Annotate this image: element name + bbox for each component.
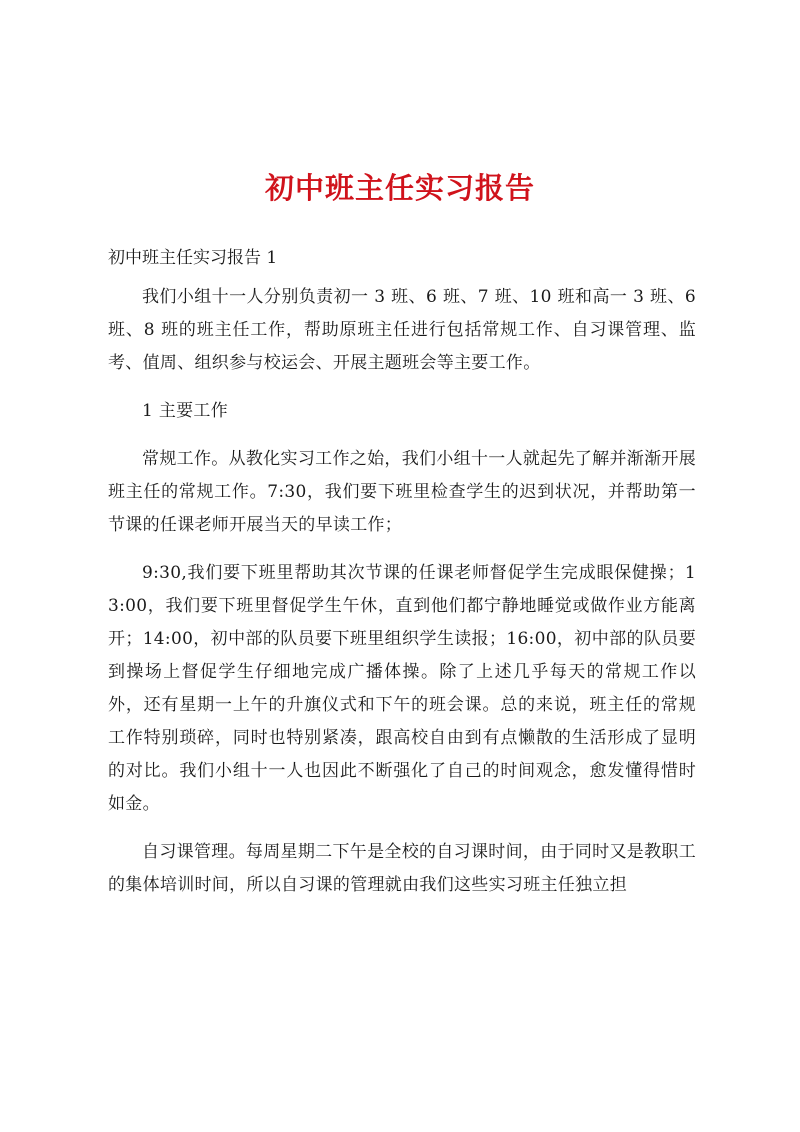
paragraph-routine-work: 常规工作。从教化实习工作之始，我们小组十一人就起先了解并渐渐开展班主任的常规工作。7:30，我们要下班里检查学生的迟到状况，并帮助第一节课的任课老师开展当天的早读工作； [108, 449, 696, 535]
document-body [108, 281, 696, 902]
paragraph-daily-schedule: 9:30,我们要下班里帮助其次节课的任课老师督促学生完成眼保健操；13:00，我们要下班里督促学生午休，直到他们都宁静地睡觉或做作业方能离开；14:00，初中部的队员要下班里组织学生读报；16:00，初中部的队员要到操场上督促学生仔细地完成广播体操。除了上述几乎每天的常规工作以外，还有星期一上午的升旗仪式和下午的班会课。总的来说，班主任的常规工作特别琐碎，同时也特别紧凑，跟高校自由到有点懒散的生活形成了显明的对比。我们小组十一人也因此不断强化了自己的时间观念，愈发懂得惜时如金。 [108, 563, 696, 814]
paragraph-main-work-heading: 1 主要工作 [142, 401, 229, 421]
report-subtitle: 初中班主任实习报告 1 [108, 248, 278, 268]
paragraph-self-study: 自习课管理。每周星期二下午是全校的自习课时间，由于同时又是教职工的集体培训时间，所以自习课的管理就由我们这些实习班主任独立担 [108, 842, 696, 895]
document-title: 初中班主任实习报告 [264, 171, 535, 205]
paragraph-intro: 我们小组十一人分别负责初一 3 班、6 班、7 班、10 班和高一 3 班、6 班、8 班的班主任工作，帮助原班主任进行包括常规工作、自习课管理、监考、值周、组织参与校运会、开展主题班会等主要工作。 [108, 287, 696, 373]
